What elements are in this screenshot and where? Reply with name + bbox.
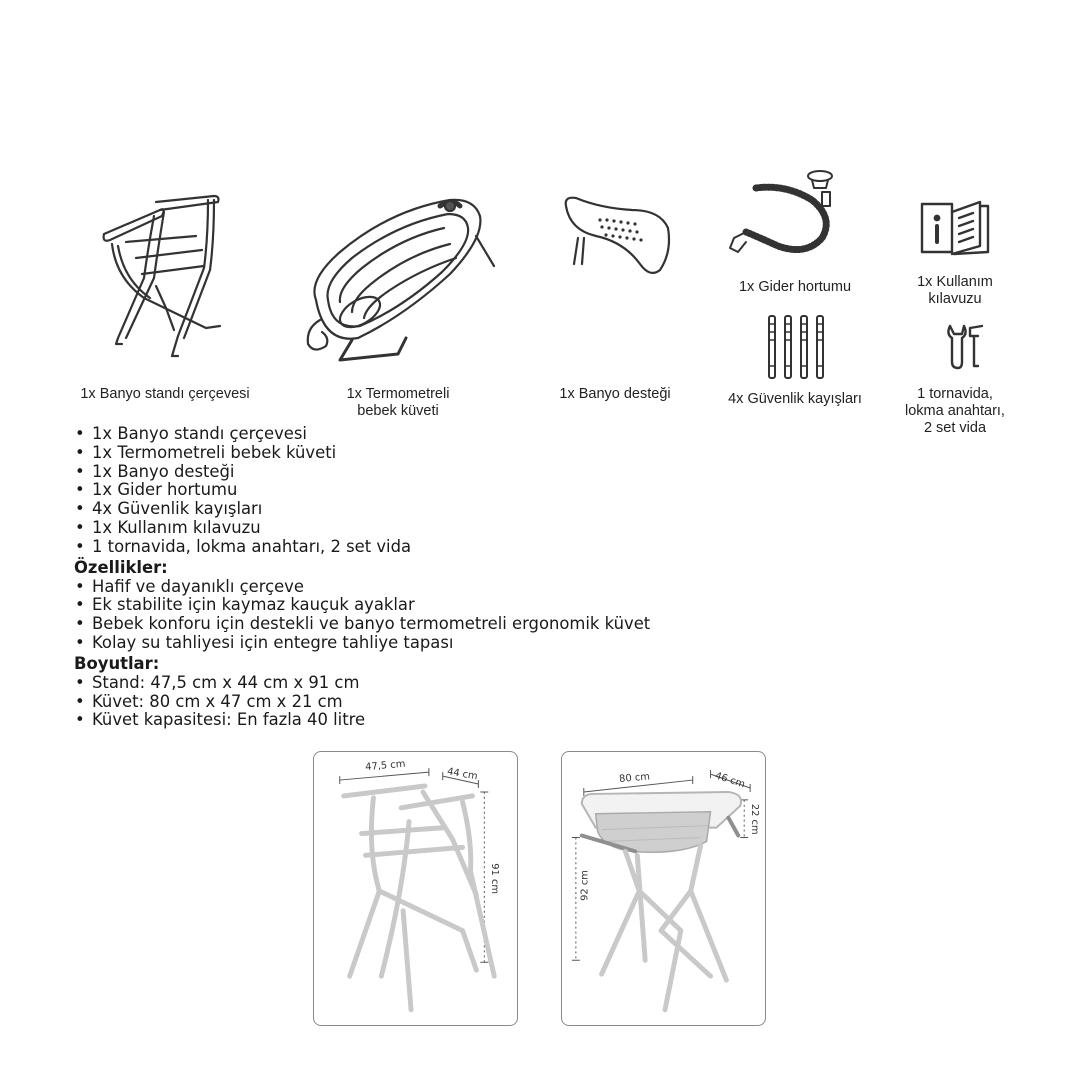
list-item: • Stand: 47,5 cm x 44 cm x 91 cm [74, 674, 834, 693]
features-heading: Özellikler: [74, 557, 168, 577]
stand-dimensions-diagram [313, 751, 518, 1026]
item-caption-bathtub: 1x Termometreli bebek küveti [346, 386, 450, 419]
manual-book-icon [918, 196, 992, 256]
stand-depth-label: 44 cm [446, 766, 479, 783]
dimensions-list [74, 674, 834, 730]
stand-frame-drawing [344, 786, 495, 1010]
safety-straps-icon [763, 314, 829, 382]
tools-icon [944, 322, 984, 370]
item-caption-stand: 1x Banyo standı çerçevesi [80, 386, 250, 402]
bathtub-icon [300, 188, 496, 364]
list-item: • Küvet: 80 cm x 47 cm x 21 cm [74, 693, 834, 712]
list-item: • 1 tornavida, lokma anahtarı, 2 set vida [74, 538, 834, 557]
item-caption-tools: 1 tornavida, lokma anahtarı, 2 set vida [905, 386, 1005, 436]
list-item: • Kolay su tahliyesi için entegre tahliye tapası [74, 634, 834, 653]
list-item: • Bebek konforu için destekli ve banyo termometreli ergonomik küvet [74, 615, 834, 634]
features-list [74, 578, 834, 653]
stand-height-label: 91 cm [489, 863, 501, 895]
list-item: • 1x Kullanım kılavuzu [74, 519, 834, 538]
list-item: • 1x Termometreli bebek küveti [74, 444, 834, 463]
bath-support-icon [560, 192, 674, 278]
tub-drawing [582, 792, 741, 852]
list-item: • 4x Güvenlik kayışları [74, 500, 834, 519]
list-item: • 1x Banyo desteği [74, 463, 834, 482]
tub-height-label: 22 cm [749, 803, 761, 835]
dimensions-heading: Boyutlar: [74, 653, 160, 673]
drain-hose-icon [726, 166, 836, 266]
list-item: • 1x Gider hortumu [74, 481, 834, 500]
list-item: • Hafif ve dayanıklı çerçeve [74, 578, 834, 597]
tub-stand-drawing [602, 845, 727, 1009]
tub-width-label: 80 cm [618, 771, 651, 786]
list-item: • Küvet kapasitesi: En fazla 40 litre [74, 711, 834, 730]
total-height-label: 92 cm [579, 870, 591, 901]
tub-depth-label: 46 cm [713, 770, 747, 791]
stand-width-label: 47,5 cm [364, 758, 406, 774]
stand-frame-icon [96, 188, 230, 363]
product-info-text [74, 425, 834, 730]
item-caption-drain-hose: 1x Gider hortumu [738, 279, 852, 295]
item-caption-safety-straps: 4x Güvenlik kayışları [728, 391, 862, 407]
list-item: • Ek stabilite için kaymaz kauçuk ayaklar [74, 596, 834, 615]
tub-dimensions-diagram [561, 751, 766, 1026]
item-caption-bath-support: 1x Banyo desteği [559, 386, 671, 402]
list-item: • 1x Banyo standı çerçevesi [74, 425, 834, 444]
contents-list [74, 425, 834, 557]
item-caption-manual: 1x Kullanım kılavuzu [917, 274, 993, 307]
